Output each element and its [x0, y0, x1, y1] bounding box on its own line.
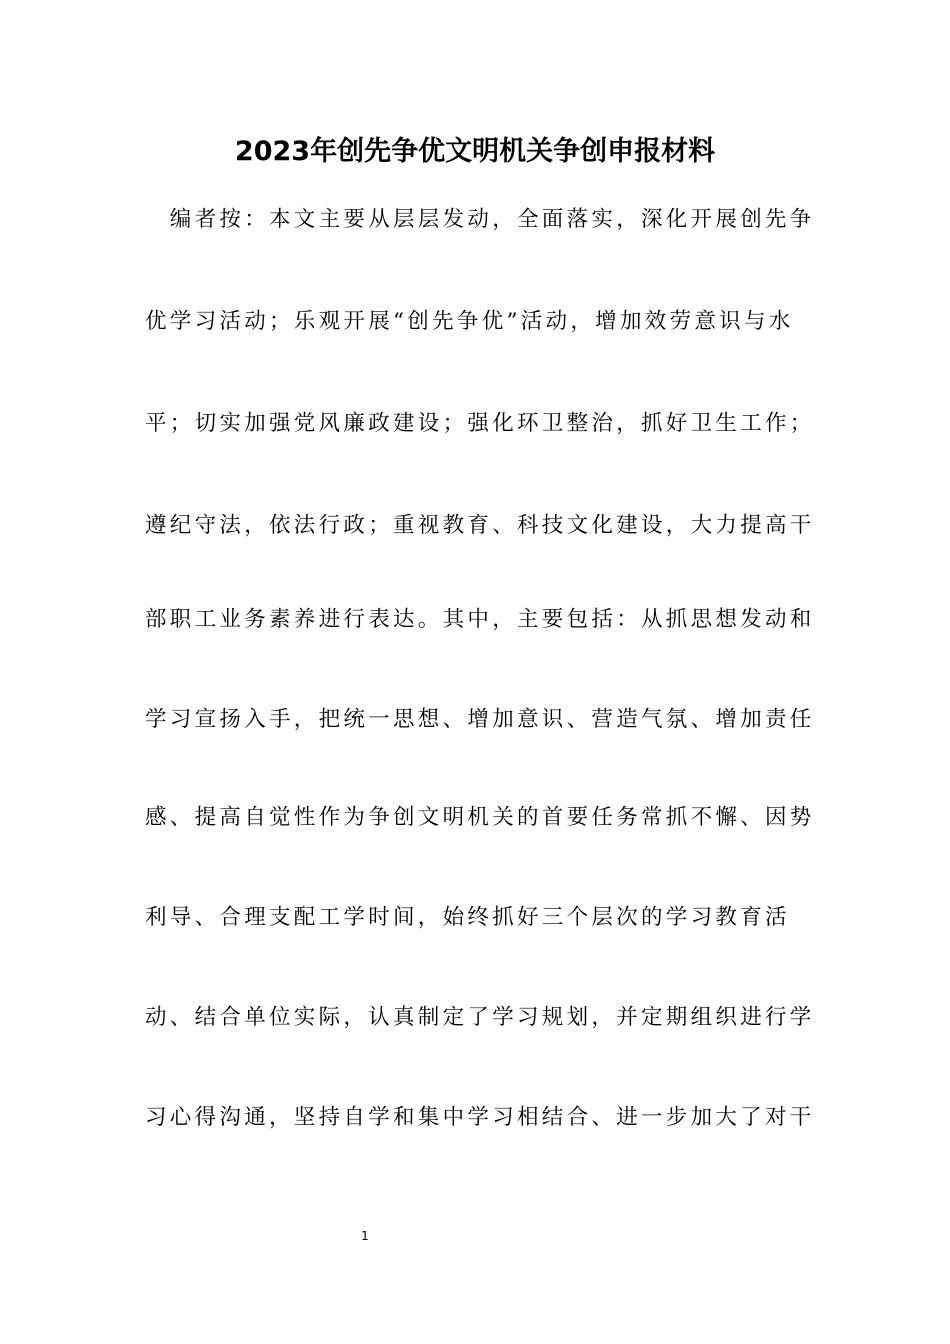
body-line: 部职工业务素养进行表达。其中，主要包括：从抓思想发动和: [145, 607, 815, 632]
body-line: 学习宣扬入手，把统一思想、增加意识、营造气氛、增加责任: [145, 707, 815, 732]
body-line: 优学习活动；乐观开展“创先争优”活动，增加效劳意识与水: [145, 309, 794, 334]
body-line: 平；切实加强党风廉政建设；强化环卫整治，抓好卫生工作；: [145, 411, 815, 436]
body-line: 编者按：本文主要从层层发动，全面落实，深化开展创先争: [145, 207, 815, 232]
body-line: 感、提高自觉性作为争创文明机关的首要任务常抓不懈、因势: [145, 805, 815, 830]
body-line: 遵纪守法，依法行政；重视教育、科技文化建设，大力提高干: [145, 513, 815, 538]
body-line: 动、结合单位实际，认真制定了学习规划，并定期组织进行学: [145, 1005, 815, 1030]
page-title: 2023年创先争优文明机关争创申报材料: [234, 136, 716, 167]
page-number: 1: [361, 1229, 369, 1243]
body-line: 利导、合理支配工学时间，始终抓好三个层次的学习教育活: [145, 905, 790, 930]
body-line: 习心得沟通，坚持自学和集中学习相结合、进一步加大了对干: [145, 1105, 815, 1130]
